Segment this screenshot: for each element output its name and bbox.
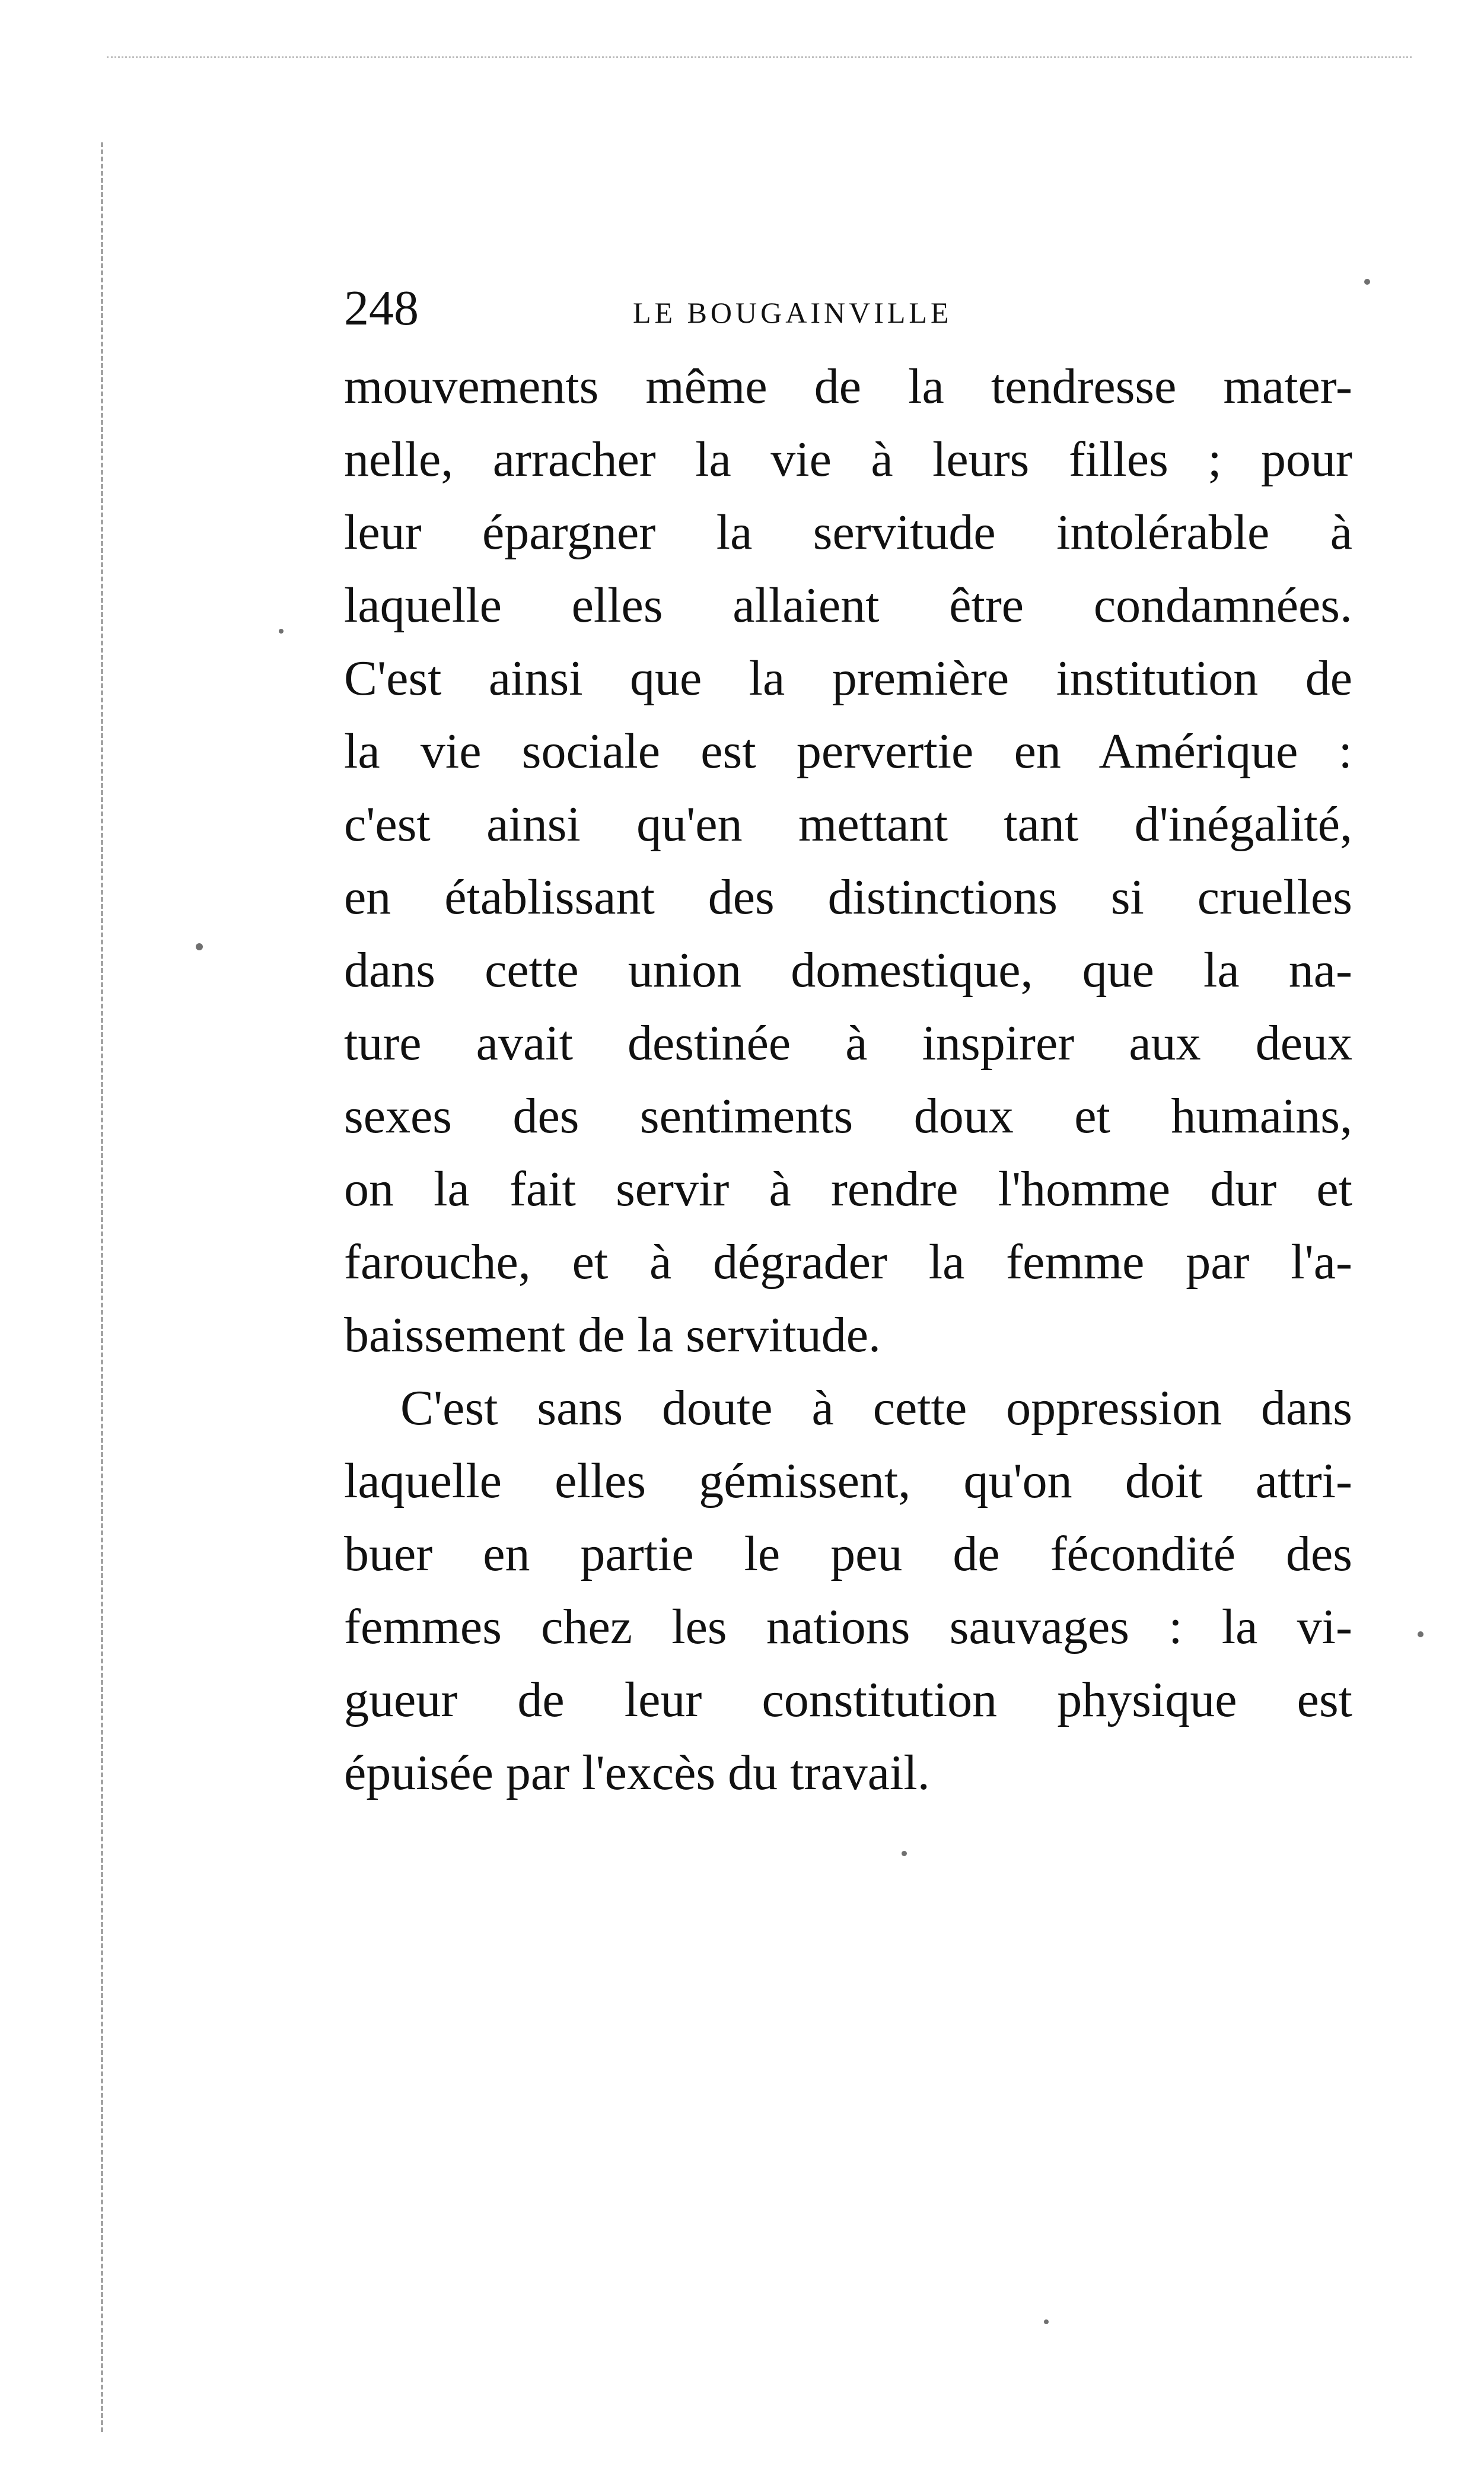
text-line: nelle, arracher la vie à leurs filles ; pour xyxy=(344,432,1352,487)
text-line: sexes des sentiments doux et humains, xyxy=(344,1089,1352,1144)
page-header xyxy=(344,279,1352,350)
ink-speck xyxy=(1418,1631,1424,1637)
text-block xyxy=(344,279,1352,1809)
text-line: gueur de leur constitution physique est xyxy=(344,1672,1352,1727)
paragraph-1 xyxy=(344,350,1352,1372)
text-line: buer en partie le peu de fécondité des xyxy=(344,1526,1352,1582)
text-line: épuisée par l'excès du travail. xyxy=(344,1745,930,1800)
ink-speck xyxy=(196,943,203,950)
text-line: en établissant des distinctions si cruelles xyxy=(344,870,1352,925)
text-line: laquelle elles allaient être condamnées. xyxy=(344,578,1352,633)
page-number: 248 xyxy=(344,281,419,336)
text-line: ture avait destinée à inspirer aux deux xyxy=(344,1016,1352,1071)
running-head: LE BOUGAINVILLE xyxy=(633,296,953,329)
text-line: farouche, et à dégrader la femme par l'a- xyxy=(344,1234,1352,1290)
ink-speck xyxy=(1044,2319,1049,2324)
binding-edge-mark xyxy=(101,142,108,2432)
text-line: femmes chez les nations sauvages : la vi- xyxy=(344,1599,1352,1654)
text-line: mouvements même de la tendresse mater- xyxy=(344,359,1352,414)
text-line: C'est sans doute à cette oppression dans xyxy=(400,1380,1352,1436)
text-line: C'est ainsi que la première institution de xyxy=(344,651,1352,706)
text-line: on la fait servir à rendre l'homme dur et xyxy=(344,1162,1352,1217)
text-line: baissement de la servitude. xyxy=(344,1307,881,1363)
text-line: c'est ainsi qu'en mettant tant d'inégalité, xyxy=(344,797,1352,852)
paragraph-2 xyxy=(344,1372,1352,1809)
text-line: leur épargner la servitude intolérable à xyxy=(344,505,1352,560)
text-line: la vie sociale est pervertie en Amérique : xyxy=(344,724,1352,779)
ink-speck xyxy=(279,629,284,634)
top-edge-mark xyxy=(107,56,1412,82)
ink-speck xyxy=(1364,279,1370,285)
text-line: dans cette union domestique, que la na- xyxy=(344,943,1352,998)
text-line: laquelle elles gémissent, qu'on doit attri- xyxy=(344,1453,1352,1509)
ink-speck xyxy=(902,1851,907,1856)
